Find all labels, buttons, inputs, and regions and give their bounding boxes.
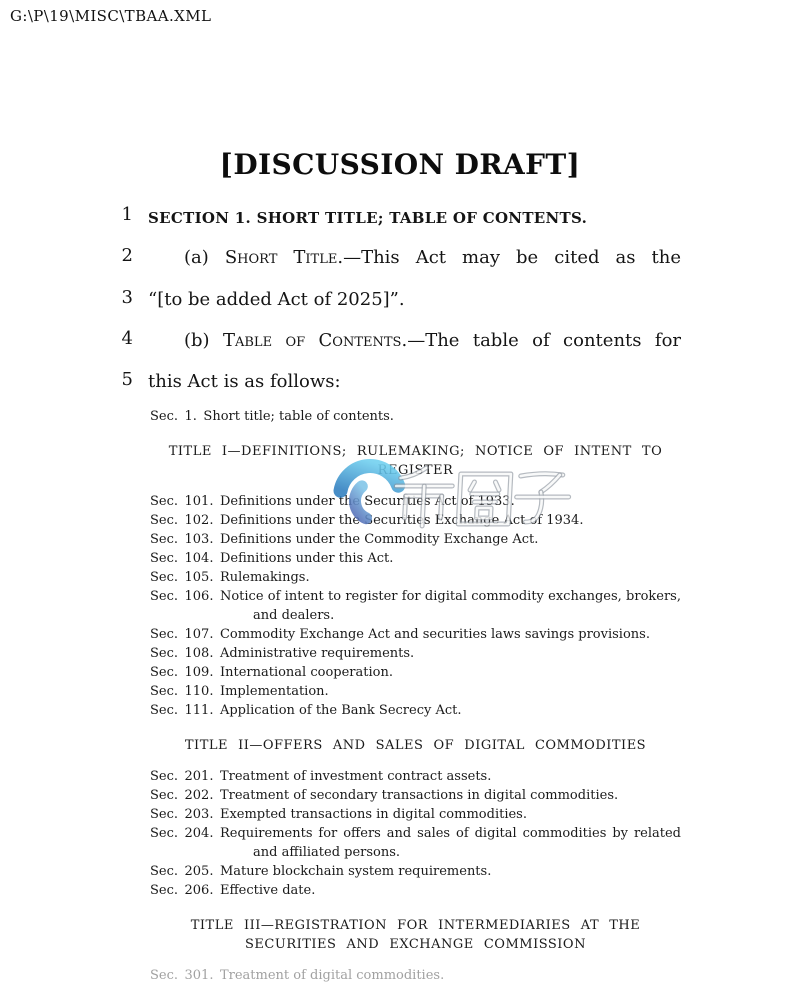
bill-line-text — [148, 328, 681, 354]
toc-entry: Sec. 203. Exempted transactions in digital commodities. — [150, 807, 527, 822]
toc-entry: Sec. 201. Treatment of investment contract assets. — [150, 769, 492, 784]
bill-line — [0, 369, 681, 397]
bill-line-text — [148, 245, 681, 271]
bill-line — [0, 287, 681, 315]
small-caps-text: Table of Contents — [222, 330, 402, 351]
bill-line-text — [148, 369, 681, 395]
toc-entry: Sec. 101. Definitions under the Securities Act of 1933. — [150, 494, 515, 509]
bill-line — [0, 245, 681, 273]
toc-entry: Sec. 202. Treatment of secondary transactions in digital commodities. — [150, 788, 619, 803]
bill-line — [0, 328, 681, 356]
toc-title-line: TITLE III—REGISTRATION FOR INTERMEDIARIES AT THE — [190, 918, 641, 933]
toc-title-heading — [150, 916, 681, 954]
toc-entry: Sec. 104. Definitions under this Act. — [150, 551, 394, 566]
body-text: .—The table of contents for — [401, 330, 682, 351]
line-number: 2 — [121, 245, 133, 266]
toc-entry: Sec. 111. Application of the Bank Secrecy Act. — [150, 703, 462, 718]
line-number: 5 — [121, 369, 133, 390]
body-text: .—This Act may be cited as the — [337, 247, 682, 268]
body-text: “[to be added Act of 2025]”. — [148, 289, 405, 310]
draft-banner: [DISCUSSION DRAFT] — [219, 148, 581, 181]
toc-entry: Sec. 108. Administrative requirements. — [150, 646, 415, 661]
bill-line — [0, 204, 681, 232]
toc-entry: Sec. 204. Requirements for offers and sales of digital commodities by related — [150, 826, 681, 841]
toc-entry: Sec. 1. Short title; table of contents. — [150, 409, 394, 424]
table-of-contents — [150, 407, 681, 985]
bill-line-text — [148, 287, 681, 313]
toc-entry-continuation: and affiliated persons. — [253, 845, 401, 860]
bill-line-text — [148, 204, 681, 229]
toc-title-heading — [150, 736, 681, 755]
toc-title-line: TITLE I—DEFINITIONS; RULEMAKING; NOTICE OF INTENT TO — [168, 444, 663, 459]
body-text: (a) — [184, 247, 225, 268]
toc-entry-continuation: and dealers. — [253, 608, 335, 623]
toc-title-line: TITLE II—OFFERS AND SALES OF DIGITAL COMMODITIES — [184, 738, 647, 753]
line-number: 1 — [121, 204, 133, 225]
toc-entry: Sec. 205. Mature blockchain system requirements. — [150, 864, 492, 879]
toc-entry: Sec. 105. Rulemakings. — [150, 570, 310, 585]
body-text: this Act is as follows: — [148, 371, 341, 392]
toc-entry: Sec. 206. Effective date. — [150, 883, 316, 898]
toc-entry: Sec. 106. Notice of intent to register for digital commodity exchanges, brokers, — [150, 589, 681, 604]
body-text: (b) — [184, 330, 223, 351]
toc-entry: Sec. 102. Definitions under the Securities Exchange Act of 1934. — [150, 513, 584, 528]
toc-entry: Sec. 103. Definitions under the Commodity Exchange Act. — [150, 532, 539, 547]
small-caps-text: Short Title — [224, 247, 338, 268]
toc-title-line: REGISTER — [377, 463, 454, 478]
line-number: 4 — [121, 328, 133, 349]
toc-entry: Sec. 107. Commodity Exchange Act and securities laws savings provisions. — [150, 627, 650, 642]
toc-entry: Sec. 109. International cooperation. — [150, 665, 393, 680]
line-number: 3 — [121, 287, 133, 308]
toc-entry: Sec. 301. Treatment of digital commodities. — [150, 968, 445, 983]
toc-title-heading — [150, 442, 681, 480]
toc-entry: Sec. 110. Implementation. — [150, 684, 329, 699]
toc-title-line: SECURITIES AND EXCHANGE COMMISSION — [245, 937, 586, 952]
file-path: G:\P\19\MISC\TBAA.XML — [10, 7, 212, 25]
body-text: SECTION 1. SHORT TITLE; TABLE OF CONTENTS. — [148, 209, 588, 227]
